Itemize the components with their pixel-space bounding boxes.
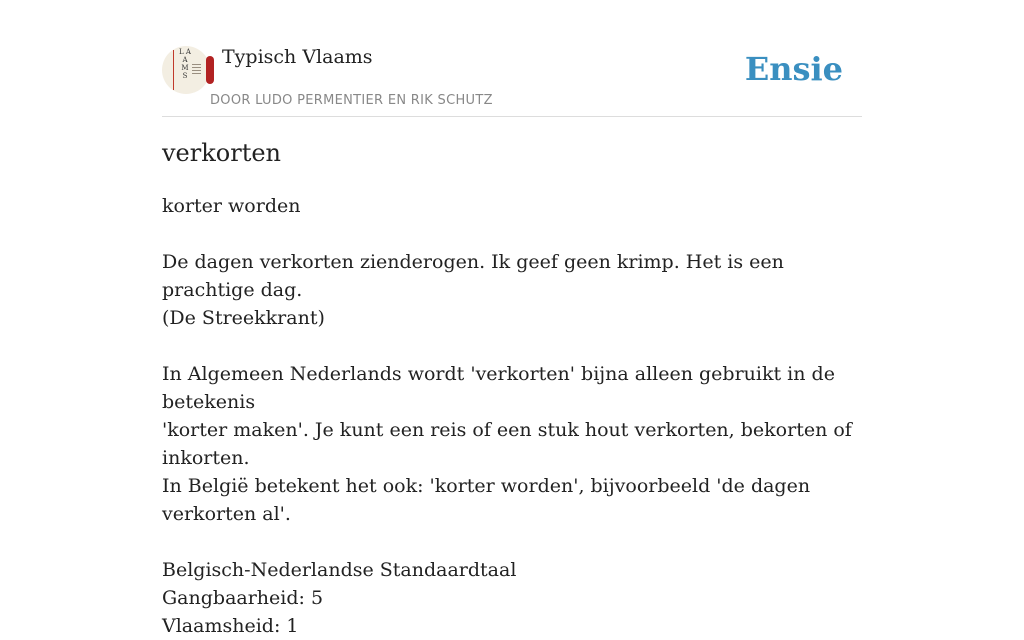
avatar-accent-line <box>173 50 174 90</box>
avatar-red-arc <box>206 56 214 84</box>
ensie-logo-link[interactable]: Ensie <box>744 50 843 88</box>
avatar-text-lines <box>192 64 201 76</box>
example-paragraph <box>162 248 862 332</box>
definition-text: korter worden <box>162 195 301 217</box>
entry-body <box>162 192 862 640</box>
author-avatar[interactable] <box>162 46 210 94</box>
gangbaarheid-score: Gangbaarheid: 5 <box>162 587 324 609</box>
vlaamsheid-score: Vlaamsheid: 1 <box>162 615 299 637</box>
explanation-line: 'korter maken'. Je kunt een reis of een stuk hout verkorten, bekorten of inkorten. <box>162 419 852 469</box>
example-line: De dagen verkorten zienderogen. Ik geef geen krimp. Het is een prachtige dag. <box>162 251 784 301</box>
language-variant: Belgisch-Nederlandse Standaardtaal <box>162 559 517 581</box>
entry-title: verkorten <box>162 139 282 167</box>
avatar-logo-letters: L A A M S <box>179 48 191 80</box>
author-byline: DOOR LUDO PERMENTIER EN RIK SCHUTZ <box>210 93 493 108</box>
dictionary-title-link[interactable]: Typisch Vlaams <box>222 46 373 68</box>
explanation-paragraph <box>162 360 862 528</box>
explanation-line: In België betekent het ook: 'korter worden', bijvoorbeeld 'de dagen verkorten al'. <box>162 475 811 525</box>
site-header <box>162 40 862 117</box>
explanation-line: In Algemeen Nederlands wordt 'verkorten' bijna alleen gebruikt in de betekenis <box>162 363 835 413</box>
example-source: (De Streekkrant) <box>162 307 325 329</box>
metadata-block <box>162 556 862 640</box>
